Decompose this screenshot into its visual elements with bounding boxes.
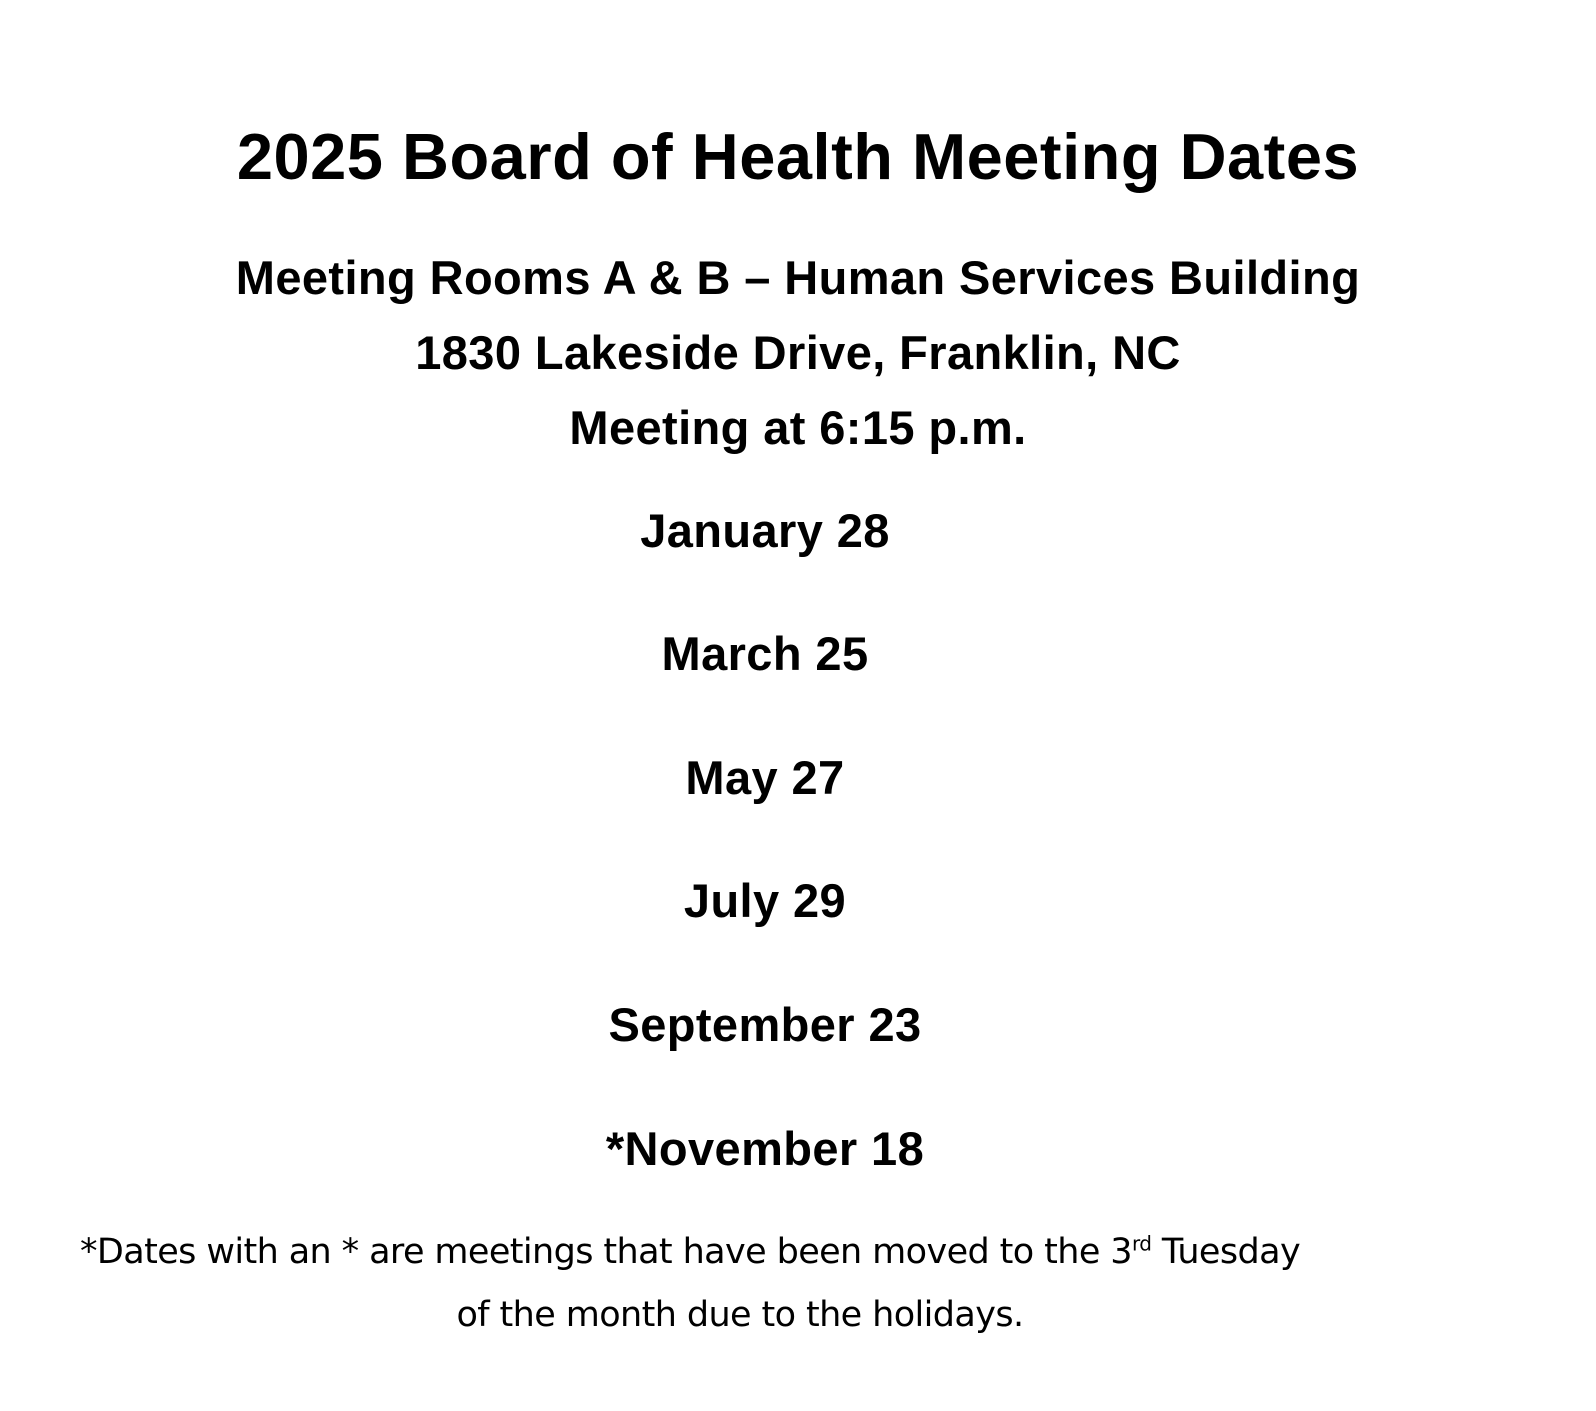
meeting-date: July 29 [683,874,847,927]
address-line: 1830 Lakeside Drive, Franklin, NC [415,326,1181,379]
meeting-date: May 27 [685,751,845,804]
time-line: Meeting at 6:15 p.m. [569,401,1027,454]
location-line: Meeting Rooms A & B – Human Services Building [235,251,1361,304]
meeting-date: September 23 [608,998,922,1051]
meeting-date: January 28 [640,504,890,557]
meeting-date: March 25 [661,627,869,680]
meeting-date: *November 18 [605,1122,925,1175]
footnote-superscript: rd [1131,1231,1152,1256]
footnote-text-end: Tuesday [1151,1232,1301,1272]
footnote-line-1 [80,1230,1300,1274]
page-title: 2025 Board of Health Meeting Dates [236,120,1360,193]
footnote-line-2: of the month due to the holidays. [456,1295,1024,1335]
footnote-text-start: *Dates with an * are meetings that have been moved to the 3 [80,1232,1132,1272]
